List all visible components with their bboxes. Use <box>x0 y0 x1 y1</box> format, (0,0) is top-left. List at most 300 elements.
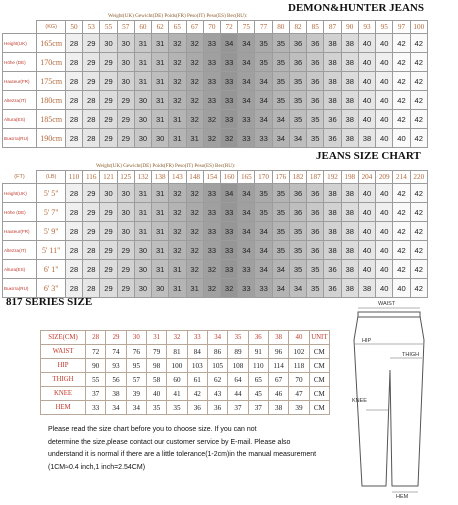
weight-column-header: 138 <box>152 171 169 184</box>
size-cell: 33 <box>203 72 220 91</box>
height-row-header: 185cm <box>37 110 65 129</box>
size-cell: 31 <box>169 129 186 148</box>
size-cell: 35 <box>307 129 324 148</box>
series-header-cell: 38 <box>268 331 288 345</box>
size-cell: 30 <box>152 279 169 298</box>
size-cell: 28 <box>65 34 82 53</box>
size-cell: 32 <box>169 34 186 53</box>
size-cell: 28 <box>83 110 100 129</box>
size-cell: 38 <box>341 110 358 129</box>
row-language-label: Buкота(RU) <box>3 129 37 148</box>
size-cell: 29 <box>100 260 117 279</box>
measurement-cell: 37 <box>248 401 268 415</box>
weight-column-header: 165 <box>238 171 255 184</box>
size-cell: 42 <box>410 129 427 148</box>
size-cell: 28 <box>65 203 82 222</box>
series-header-cell: 28 <box>86 331 106 345</box>
series-header-cell: 30 <box>126 331 146 345</box>
size-cell: 29 <box>100 203 117 222</box>
size-cell: 28 <box>65 72 82 91</box>
size-cell: 38 <box>341 184 358 203</box>
row-language-label: Altura(ES) <box>3 260 37 279</box>
size-cell: 42 <box>410 203 427 222</box>
chart2-size-table <box>2 170 428 298</box>
size-cell: 38 <box>341 91 358 110</box>
size-cell: 29 <box>83 34 100 53</box>
size-cell: 29 <box>83 222 100 241</box>
size-cell: 29 <box>117 241 134 260</box>
size-cell: 40 <box>358 222 375 241</box>
size-cell: 35 <box>272 203 289 222</box>
measurement-cell: 67 <box>268 373 288 387</box>
size-cell: 40 <box>393 279 410 298</box>
size-cell: 31 <box>134 184 151 203</box>
weight-column-header: 187 <box>307 171 324 184</box>
size-cell: 35 <box>255 184 272 203</box>
measurement-cell: 37 <box>86 387 106 401</box>
size-cell: 32 <box>169 91 186 110</box>
row-language-label: Altezza(IT) <box>3 91 37 110</box>
size-cell: 32 <box>169 184 186 203</box>
weight-column-header: 60 <box>134 21 151 34</box>
unit-cell: CM <box>309 401 329 415</box>
measurement-cell: 98 <box>146 359 166 373</box>
size-cell: 32 <box>186 110 203 129</box>
size-cell: 28 <box>65 241 82 260</box>
measurement-cell: 100 <box>167 359 187 373</box>
size-cell: 32 <box>186 34 203 53</box>
series-header-cell: 31 <box>146 331 166 345</box>
unit-cell: CM <box>309 387 329 401</box>
measurement-cell: 60 <box>167 373 187 387</box>
measurement-cell: 40 <box>146 387 166 401</box>
weight-column-header: 70 <box>203 21 220 34</box>
size-cell: 40 <box>393 129 410 148</box>
size-cell: 38 <box>341 241 358 260</box>
size-cell: 29 <box>117 110 134 129</box>
size-cell: 31 <box>152 184 169 203</box>
weight-column-header: 53 <box>83 21 100 34</box>
height-row-header: 6' 3" <box>37 279 65 298</box>
measurement-cell: 34 <box>106 401 126 415</box>
measurement-cell: 58 <box>146 373 166 387</box>
size-cell: 34 <box>289 129 306 148</box>
weight-column-header: 65 <box>169 21 186 34</box>
chart1-title: DEMON&HUNTER JEANS <box>288 2 424 14</box>
size-cell: 30 <box>117 184 134 203</box>
size-cell: 35 <box>307 260 324 279</box>
weight-column-header: 100 <box>410 21 427 34</box>
chart1-header-text: Weight(UK) Gewicht(DE) Poids(FR) Peso(IT) Peso(ES) Bec(RU): <box>108 13 248 19</box>
size-cell: 32 <box>203 129 220 148</box>
size-cell: 36 <box>289 34 306 53</box>
size-cell: 31 <box>134 72 151 91</box>
hip-label: HIP <box>362 338 372 344</box>
size-cell: 32 <box>220 279 237 298</box>
size-cell: 42 <box>393 260 410 279</box>
size-cell: 30 <box>134 91 151 110</box>
size-cell: 29 <box>100 72 117 91</box>
size-cell: 35 <box>272 72 289 91</box>
size-cell: 30 <box>134 241 151 260</box>
weight-column-header: 62 <box>152 21 169 34</box>
size-cell: 40 <box>358 53 375 72</box>
size-cell: 30 <box>117 203 134 222</box>
note-line-4: (1CM≈0.4 inch,1 inch=2.54CM) <box>48 463 146 471</box>
measurement-cell: 65 <box>248 373 268 387</box>
weight-column-header: 110 <box>65 171 82 184</box>
weight-column-header: 125 <box>117 171 134 184</box>
size-cell: 33 <box>220 222 237 241</box>
waist-label: WAIST <box>378 301 396 307</box>
height-row-header: 5' 5" <box>37 184 65 203</box>
size-cell: 35 <box>289 72 306 91</box>
size-cell: 32 <box>203 110 220 129</box>
size-cell: 38 <box>324 222 341 241</box>
size-cell: 31 <box>152 110 169 129</box>
size-cell: 40 <box>376 279 393 298</box>
weight-column-header: 97 <box>393 21 410 34</box>
size-cell: 29 <box>83 72 100 91</box>
size-cell: 38 <box>324 184 341 203</box>
measurement-cell: 47 <box>289 387 309 401</box>
measurement-cell: 108 <box>228 359 248 373</box>
series-header-cell: 29 <box>106 331 126 345</box>
chart2-title: JEANS SIZE CHART <box>316 150 421 162</box>
size-cell: 38 <box>324 203 341 222</box>
size-cell: 32 <box>169 222 186 241</box>
measurement-cell: 110 <box>248 359 268 373</box>
size-cell: 30 <box>100 34 117 53</box>
row-language-label: Height(UK) <box>3 184 37 203</box>
corner-blank <box>3 21 37 34</box>
size-cell: 29 <box>83 203 100 222</box>
size-cell: 35 <box>289 222 306 241</box>
series-header-cell: 33 <box>187 331 207 345</box>
size-cell: 28 <box>83 129 100 148</box>
measurement-cell: 64 <box>228 373 248 387</box>
measurement-cell: 84 <box>187 345 207 359</box>
size-cell: 30 <box>117 72 134 91</box>
weight-column-header: 176 <box>272 171 289 184</box>
series817-table <box>40 330 330 415</box>
weight-column-header: 55 <box>100 21 117 34</box>
size-cell: 29 <box>100 91 117 110</box>
size-cell: 36 <box>324 260 341 279</box>
weight-column-header: 192 <box>324 171 341 184</box>
size-cell: 35 <box>289 241 306 260</box>
note-line-1: Please read the size chart before you to choose size. If you can not <box>48 426 257 433</box>
size-cell: 36 <box>307 222 324 241</box>
size-cell: 28 <box>83 279 100 298</box>
size-cell: 40 <box>376 53 393 72</box>
measurement-cell: 61 <box>187 373 207 387</box>
size-cell: 35 <box>272 241 289 260</box>
measurement-cell: 93 <box>106 359 126 373</box>
size-cell: 38 <box>341 34 358 53</box>
measurement-cell: 74 <box>106 345 126 359</box>
size-cell: 42 <box>410 222 427 241</box>
weight-column-header: 116 <box>83 171 100 184</box>
size-cell: 35 <box>289 260 306 279</box>
size-cell: 40 <box>376 241 393 260</box>
size-cell: 31 <box>134 53 151 72</box>
weight-column-header: 57 <box>117 21 134 34</box>
weight-column-header: 82 <box>289 21 306 34</box>
weight-column-header: 87 <box>324 21 341 34</box>
size-cell: 33 <box>203 91 220 110</box>
size-cell: 33 <box>203 222 220 241</box>
measurement-cell: 79 <box>146 345 166 359</box>
weight-column-header: 90 <box>341 21 358 34</box>
size-cell: 31 <box>186 129 203 148</box>
row-language-label: Hauteur(FR) <box>3 72 37 91</box>
measurement-cell: 36 <box>187 401 207 415</box>
size-cell: 31 <box>152 34 169 53</box>
size-cell: 32 <box>186 241 203 260</box>
measurement-cell: 35 <box>146 401 166 415</box>
measurement-cell: 39 <box>289 401 309 415</box>
size-cell: 33 <box>220 203 237 222</box>
size-cell: 31 <box>134 34 151 53</box>
weight-column-header: 154 <box>203 171 220 184</box>
size-cell: 34 <box>255 222 272 241</box>
measurement-cell: 103 <box>187 359 207 373</box>
measurement-cell: 76 <box>126 345 146 359</box>
measurement-cell: 114 <box>268 359 288 373</box>
weight-column-header: 95 <box>376 21 393 34</box>
size-cell: 31 <box>134 222 151 241</box>
size-cell: 40 <box>376 184 393 203</box>
size-cell: 32 <box>169 241 186 260</box>
weight-column-header: 160 <box>220 171 237 184</box>
size-cell: 40 <box>358 241 375 260</box>
size-cell: 35 <box>272 34 289 53</box>
size-cell: 33 <box>220 260 237 279</box>
size-cell: 36 <box>324 279 341 298</box>
size-cell: 40 <box>358 110 375 129</box>
measurement-cell: 38 <box>268 401 288 415</box>
size-cell: 28 <box>65 260 82 279</box>
size-cell: 32 <box>169 72 186 91</box>
height-row-header: 165cm <box>37 34 65 53</box>
size-cell: 32 <box>186 53 203 72</box>
series-header-cell: 40 <box>289 331 309 345</box>
size-cell: 29 <box>100 129 117 148</box>
weight-column-header: 93 <box>358 21 375 34</box>
size-cell: 38 <box>341 53 358 72</box>
measurement-cell: 36 <box>207 401 227 415</box>
size-cell: 34 <box>255 241 272 260</box>
size-cell: 31 <box>152 260 169 279</box>
size-cell: 33 <box>220 110 237 129</box>
size-cell: 33 <box>203 53 220 72</box>
size-cell: 42 <box>410 279 427 298</box>
size-cell: 33 <box>238 260 255 279</box>
size-cell: 32 <box>203 260 220 279</box>
measurement-cell: 95 <box>126 359 146 373</box>
size-cell: 29 <box>117 129 134 148</box>
size-cell: 34 <box>255 91 272 110</box>
size-cell: 33 <box>255 279 272 298</box>
size-cell: 42 <box>410 260 427 279</box>
measurement-cell: 89 <box>228 345 248 359</box>
size-cell: 30 <box>117 34 134 53</box>
weight-unit-label: (LB) <box>37 171 65 184</box>
size-cell: 36 <box>307 241 324 260</box>
size-cell: 38 <box>358 279 375 298</box>
size-cell: 31 <box>152 91 169 110</box>
weight-column-header: 67 <box>186 21 203 34</box>
size-cell: 29 <box>83 184 100 203</box>
measurement-cell: 33 <box>86 401 106 415</box>
size-cell: 34 <box>272 110 289 129</box>
row-language-label: Altezza(IT) <box>3 241 37 260</box>
height-row-header: 180cm <box>37 91 65 110</box>
series817-title: 817 SERIES SIZE <box>6 296 93 308</box>
size-cell: 42 <box>410 53 427 72</box>
size-cell: 33 <box>203 184 220 203</box>
size-cell: 42 <box>410 34 427 53</box>
size-cell: 34 <box>272 279 289 298</box>
size-cell: 38 <box>341 279 358 298</box>
size-cell: 35 <box>272 184 289 203</box>
size-cell: 29 <box>100 241 117 260</box>
size-cell: 31 <box>152 203 169 222</box>
size-cell: 38 <box>324 53 341 72</box>
row-language-label: Höhe (DE) <box>3 203 37 222</box>
size-cell: 32 <box>186 203 203 222</box>
size-cell: 36 <box>307 203 324 222</box>
size-cell: 40 <box>376 129 393 148</box>
size-cell: 33 <box>220 91 237 110</box>
size-cell: 28 <box>65 91 82 110</box>
size-cell: 28 <box>65 279 82 298</box>
note-line-2: determine the size,please contact our customer service by E-mail. Please also <box>48 438 291 446</box>
size-cell: 32 <box>186 184 203 203</box>
size-cell: 40 <box>376 72 393 91</box>
weight-unit-label: (KG) <box>37 21 65 34</box>
size-cell: 34 <box>238 203 255 222</box>
size-cell: 34 <box>220 34 237 53</box>
size-cell: 40 <box>358 91 375 110</box>
measurement-cell: 86 <box>207 345 227 359</box>
size-cell: 32 <box>186 222 203 241</box>
knee-label: KNEE <box>352 398 367 404</box>
size-cell: 29 <box>100 222 117 241</box>
size-cell: 40 <box>358 203 375 222</box>
size-cell: 33 <box>203 241 220 260</box>
weight-column-header: 75 <box>238 21 255 34</box>
weight-column-header: 77 <box>255 21 272 34</box>
size-cell: 40 <box>358 184 375 203</box>
size-cell: 42 <box>410 91 427 110</box>
size-cell: 34 <box>255 110 272 129</box>
size-cell: 35 <box>255 203 272 222</box>
size-cell: 40 <box>358 72 375 91</box>
hem-label: HEM <box>396 494 409 500</box>
size-cell: 38 <box>341 129 358 148</box>
chart1-size-table <box>2 20 428 148</box>
height-row-header: 5' 9" <box>37 222 65 241</box>
measurement-cell: 91 <box>248 345 268 359</box>
chart2-header-text: Weight(UK) Gewicht(DE) Poids(FR) Peso(IT) Peso(ES) Bec(RU): <box>96 163 236 169</box>
size-cell: 38 <box>341 72 358 91</box>
size-cell: 32 <box>186 91 203 110</box>
size-cell: 42 <box>393 34 410 53</box>
size-cell: 35 <box>272 91 289 110</box>
row-language-label: Altura(ES) <box>3 110 37 129</box>
size-cell: 38 <box>341 222 358 241</box>
size-cell: 31 <box>152 72 169 91</box>
size-cell: 28 <box>65 110 82 129</box>
weight-column-header: 85 <box>307 21 324 34</box>
measurement-cell: 62 <box>207 373 227 387</box>
size-notes <box>48 424 316 474</box>
size-cell: 33 <box>220 241 237 260</box>
size-cell: 30 <box>134 129 151 148</box>
height-row-header: 5' 7" <box>37 203 65 222</box>
measurement-cell: 39 <box>126 387 146 401</box>
weight-column-header: 121 <box>100 171 117 184</box>
pants-diagram <box>340 300 455 500</box>
row-language-label: Höhe (DE) <box>3 53 37 72</box>
row-language-label: Buкота(RU) <box>3 279 37 298</box>
size-cell: 36 <box>289 53 306 72</box>
size-cell: 28 <box>65 184 82 203</box>
measurement-cell: 46 <box>268 387 288 401</box>
size-cell: 31 <box>169 260 186 279</box>
size-cell: 30 <box>134 279 151 298</box>
series-header-cell: UNIT <box>309 331 329 345</box>
measurement-cell: 41 <box>167 387 187 401</box>
measurement-label: HEM <box>41 401 86 415</box>
weight-column-header: 143 <box>169 171 186 184</box>
measurement-label: KNEE <box>41 387 86 401</box>
size-cell: 29 <box>117 91 134 110</box>
size-cell: 34 <box>238 34 255 53</box>
size-cell: 35 <box>272 53 289 72</box>
measurement-cell: 96 <box>268 345 288 359</box>
row-language-label: Hauteur(FR) <box>3 222 37 241</box>
size-cell: 40 <box>376 91 393 110</box>
weight-column-header: 214 <box>393 171 410 184</box>
size-cell: 28 <box>83 241 100 260</box>
measurement-label: THIGH <box>41 373 86 387</box>
unit-cell: CM <box>309 373 329 387</box>
size-cell: 33 <box>203 203 220 222</box>
size-cell: 42 <box>393 222 410 241</box>
measurement-cell: 70 <box>289 373 309 387</box>
size-cell: 42 <box>393 184 410 203</box>
size-cell: 36 <box>307 53 324 72</box>
size-cell: 34 <box>272 129 289 148</box>
size-cell: 33 <box>220 72 237 91</box>
size-cell: 31 <box>152 222 169 241</box>
size-cell: 34 <box>238 91 255 110</box>
size-cell: 30 <box>152 129 169 148</box>
unit-cell: CM <box>309 345 329 359</box>
measurement-cell: 44 <box>228 387 248 401</box>
measurement-cell: 57 <box>126 373 146 387</box>
size-cell: 33 <box>255 129 272 148</box>
weight-column-header: 170 <box>255 171 272 184</box>
size-cell: 35 <box>272 222 289 241</box>
size-cell: 40 <box>376 34 393 53</box>
measurement-cell: 105 <box>207 359 227 373</box>
size-cell: 42 <box>393 203 410 222</box>
size-cell: 38 <box>324 241 341 260</box>
